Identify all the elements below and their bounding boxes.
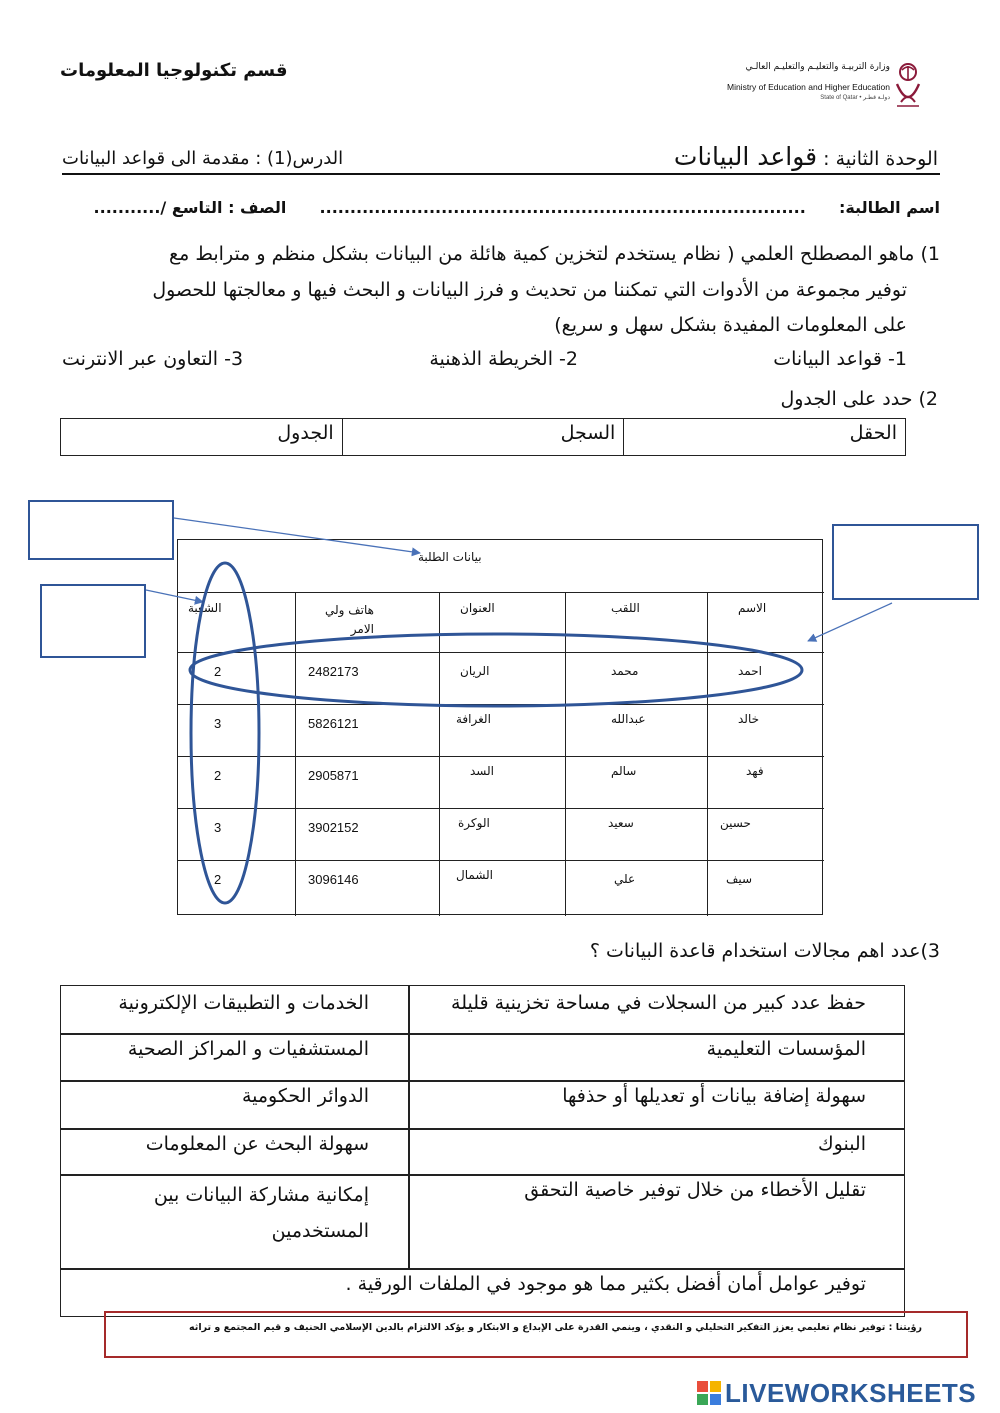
cell-section: 3 [214, 820, 222, 835]
cell-address: الريان [460, 664, 490, 678]
column-highlight-ellipse [191, 563, 259, 903]
cell-phone: 2905871 [308, 768, 359, 783]
col-header-phone: هاتف ولي الامر [324, 603, 374, 637]
q2-cell-record[interactable]: السجل [342, 419, 624, 455]
q3-right-cell: البنوك [817, 1133, 866, 1155]
cell-address: الغرافة [456, 712, 491, 726]
col-header-surname: اللقب [611, 601, 640, 615]
student-name-label: اسم الطالبة: [838, 198, 940, 217]
q3-left-cell: سهولة البحث عن المعلومات [145, 1133, 369, 1155]
cell-surname: محمد [611, 664, 639, 678]
arrow-to-row [808, 603, 892, 641]
cell-surname: سعيد [608, 816, 634, 830]
unit-title: قواعد البيانات [673, 142, 818, 171]
department-title: قسم تكنولوجيا المعلومات [60, 60, 288, 81]
vision-statement-box [104, 1311, 968, 1358]
arrow-to-title [174, 518, 420, 553]
q1-line-2: توفير مجموعة من الأدوات التي تمكننا من تحديث و فرز البيانات و البحث فيها و معالجتها للحصول [152, 279, 907, 301]
q3-left-cell: إمكانية مشاركة البيانات بين المستخدمين [153, 1184, 369, 1243]
q3-text: 3)عدد اهم مجالات استخدام قاعدة البيانات ؟ [589, 940, 940, 962]
arrow-to-column [146, 590, 203, 602]
q3-left-cell: الدوائر الحكومية [241, 1085, 369, 1107]
ministry-name-en: Ministry of Education and Higher Education [726, 82, 890, 92]
cell-phone: 3902152 [308, 820, 359, 835]
q2-text: 2) حدد على الجدول [780, 388, 938, 410]
q2-cell-field[interactable]: الحقل [623, 419, 905, 455]
q3-left-cell: الخدمات و التطبيقات الإلكترونية [118, 992, 369, 1014]
q1-option-3[interactable]: 3- التعاون عبر الانترنت [62, 348, 244, 370]
q1-line-1: 1) ماهو المصطلح العلمي ( نظام يستخدم لتخزين كمية هائلة من البيانات بشكل منظم و مترابط مع [169, 243, 940, 265]
cell-section: 3 [214, 716, 222, 731]
ministry-name-ar: وزارة التربيـة والتعليـم والتعليـم العالـي [745, 62, 890, 72]
student-name-blank[interactable]: ................................................................................ [319, 198, 806, 217]
cell-name: سيف [726, 872, 753, 886]
q3-right-cell: المؤسسات التعليمية [706, 1038, 866, 1060]
q2-cell-table[interactable]: الجدول [277, 422, 334, 444]
cell-address: السد [470, 764, 494, 778]
cell-section: 2 [214, 664, 222, 679]
q3-table [60, 985, 905, 1317]
student-table-title: بيانات الطلبة [418, 550, 482, 564]
q3-right-cell: تقليل الأخطاء من خلال توفير خاصية التحقق [524, 1179, 866, 1201]
row-highlight-ellipse [190, 634, 802, 706]
liveworksheets-text: LIVEWORKSHEETS [725, 1378, 977, 1408]
cell-name: حسين [720, 816, 751, 830]
liveworksheets-badge-icon [697, 1381, 721, 1405]
col-header-section: الشعبة [188, 601, 222, 615]
grade-label[interactable]: الصف : التاسع /........... [93, 198, 287, 217]
cell-surname: علي [614, 872, 636, 886]
cell-name: فهد [746, 764, 764, 778]
unit-label: الوحدة الثانية : [823, 148, 938, 170]
q3-right-cell: سهولة إضافة بيانات أو تعديلها أو حذفها [562, 1085, 866, 1107]
col-header-name: الاسم [738, 601, 767, 615]
cell-phone: 5826121 [308, 716, 359, 731]
cell-surname: عبدالله [611, 712, 646, 726]
q3-left-cell: المستشفيات و المراكز الصحية [127, 1038, 369, 1060]
cell-section: 2 [214, 872, 222, 887]
cell-phone: 3096146 [308, 872, 359, 887]
q1-line-3: على المعلومات المفيدة بشكل سهل و سريع) [554, 314, 907, 336]
state-label: State of Qatar • دولـة قطـر [820, 95, 890, 101]
q1-option-1[interactable]: 1- قواعد البيانات [773, 348, 907, 370]
col-header-address: العنوان [460, 601, 495, 615]
vision-statement: رؤيتنا : توفير نظام تعليمي يعزز التفكير التحليلي و النقدي ، وينمي القدرة على الإبداع و الابتكار و يؤكد الالتزام بالدين الإسلامي الحنيف و قيم المجتمع و تراثه [189, 1322, 922, 1333]
cell-surname: سالم [611, 764, 637, 778]
cell-phone: 2482173 [308, 664, 359, 679]
q1-option-2[interactable]: 2- الخريطة الذهنية [429, 348, 578, 370]
cell-address: الوكرة [458, 816, 490, 830]
cell-section: 2 [214, 768, 222, 783]
cell-address: الشمال [456, 868, 494, 882]
q3-last-row: توفير عوامل أمان أفضل بكثير مما هو موجود في الملفات الورقية . [345, 1273, 866, 1295]
cell-name: احمد [738, 664, 762, 678]
lesson-title: الدرس(1) : مقدمة الى قواعد البيانات [62, 148, 344, 169]
cell-name: خالد [738, 712, 760, 726]
q3-right-cell: حفظ عدد كبير من السجلات في مساحة تخزينية قليلة [451, 992, 866, 1014]
